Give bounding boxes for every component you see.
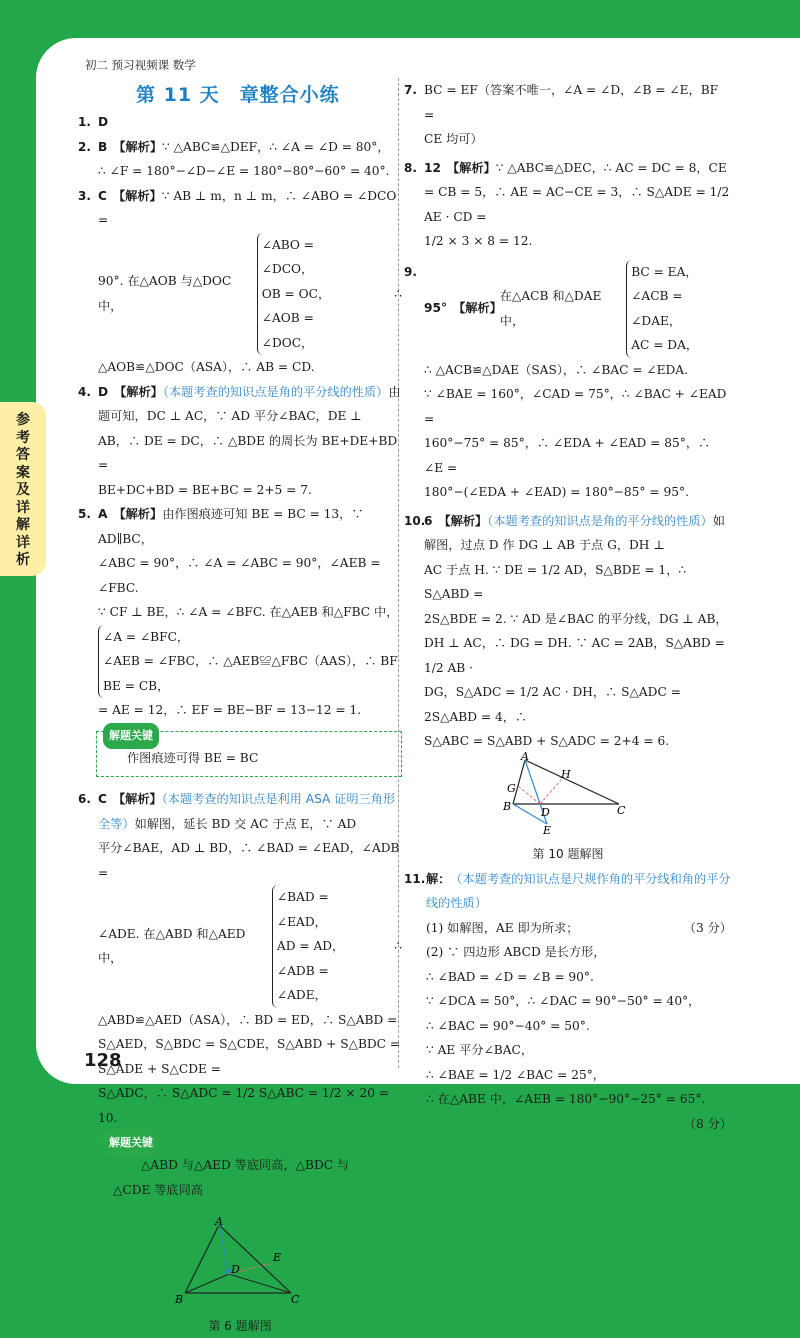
label-a: A xyxy=(520,750,529,763)
triangle-diagram-q10 xyxy=(503,754,633,834)
question-3: 3. C 【解析】∵ AB ⊥ m，n ⊥ m，∴ ∠ABO = ∠DCO = 90°. 在△AOB 与△DOC 中， ∠ABO = ∠DCO， OB = OC， ∠AOB = ∠DOC， ∴ △AOB≌△DOC（ASA），∴ AB = CD. xyxy=(78,184,402,380)
question-11: 11. 解： （本题考查的知识点是尺规作角的平分线和角的平分线的性质） (1) 如解图，AE 即为所求； （3 分） (2) ∵ 四边形 ABCD 是长方形， ∴ ∠BAD = ∠D = ∠B = 90°. ∵ ∠DCA = 50°，∴ ∠DAC = 90°−50° = 40°， ∴ ∠BAC = 90°−40° = 50°. ∵ AE 平分∠BAC， ∴ ∠BAE = 1/2 ∠BAC = 25°， ∴ 在△ABE 中，∠AEB = 180°−90°−25° = 65°. （8 分） xyxy=(404,867,732,1112)
page-header: 初二 预习视频课 数学 xyxy=(85,57,196,73)
side-tab: 参考答案及详解详析 xyxy=(0,402,46,576)
question-2: 2. B 【解析】∵ △ABC≌△DEF，∴ ∠A = ∠D = 80°， ∴ ∠F = 180°−∠D−∠E = 180°−80°−60° = 40°. xyxy=(78,135,402,184)
label-c: C xyxy=(617,804,626,817)
label-g: G xyxy=(507,782,516,795)
question-1: 1. D xyxy=(78,110,402,135)
question-8: 8. 12 【解析】∵ △ABC≌△DEC，∴ AC = DC = 8，CE = CB = 5，∴ AE = AC−CE = 3，∴ S△ADE = 1/2 AE · CD = 1/2 × 3 × 8 = 12. xyxy=(404,156,732,254)
key-box-2: 解题关键 △ABD 与△AED 等底同高，△BDC 与 △CDE 等底同高 xyxy=(96,1138,402,1209)
question-4: 4. D 【解析】（本题考查的知识点是角的平分线的性质）由题可知，DC ⊥ AC，∵ AD 平分∠BAC，DE ⊥ AB，∴ DE = DC，∴ △BDE 的周长为 BE+DE+BD = BE+DC+BD = BE+BC = 2+5 = 7. xyxy=(78,380,402,503)
label-b: B xyxy=(174,1293,183,1306)
figure-caption: 第 10 题解图 xyxy=(404,842,732,867)
brace-system: ∠A = ∠BFC， ∠AEB = ∠FBC，∴ △AEB≌△FBC（AAS），∴ BF BE = CB， xyxy=(98,625,402,699)
label-d: D xyxy=(540,806,550,819)
brace-system: BC = EA， ∠ACB = ∠DAE， AC = DA， xyxy=(626,260,732,358)
brace-system: ∠ABO = ∠DCO， OB = OC， ∠AOB = ∠DOC， xyxy=(257,233,367,356)
figure-q6 xyxy=(78,1219,402,1338)
label-e: E xyxy=(542,824,551,837)
triangle-diagram-q6 xyxy=(175,1219,305,1305)
label-h: H xyxy=(560,768,571,781)
figure-q10 xyxy=(404,754,732,867)
question-7: 7. BC = EF（答案不唯一，∠A = ∠D，∠B = ∠E，BF = CE 均可） xyxy=(404,78,732,152)
label-e: E xyxy=(272,1251,281,1264)
page-number: 128 xyxy=(84,1050,122,1071)
page-title: 第 11 天 章整合小练 xyxy=(136,80,340,107)
label-c: C xyxy=(291,1293,300,1306)
key-box-1: 解题关键 作图痕迹可得 BE = BC xyxy=(96,731,402,778)
answer-page xyxy=(36,38,800,1084)
key-badge: 解题关键 xyxy=(103,723,159,750)
label-d: D xyxy=(230,1263,240,1276)
question-10: 10. 6 【解析】（本题考查的知识点是角的平分线的性质）如解图，过点 D 作 DG ⊥ AB 于点 G，DH ⊥ AC 于点 H. ∵ DE = 1/2 AD，S△BDE = 1，∴ S△ABD = 2S△BDE = 2. ∵ AD 是∠BAC 的平分线，DG ⊥ AB， DH ⊥ AC，∴ DG = DH. ∵ AC = 2AB，S△ABD = 1/2 AB · DG，S△ADC = 1/2 AC · DH，∴ S△ADC = 2S△ABD = 4，∴ S△ABC = S△ABD + S△ADC = 2+4 = 6. xyxy=(404,509,732,754)
key-badge: 解题关键 xyxy=(103,1130,159,1157)
brace-system: ∠BAD = ∠EAD， AD = AD， ∠ADB = ∠ADE， xyxy=(272,885,380,1008)
question-5: 5. A 【解析】由作图痕迹可知 BE = BC = 13，∵ AD∥BC， ∠ABC = 90°，∴ ∠A = ∠ABC = 90°，∠AEB = ∠FBC. ∵ CF ⊥ BE，∴ ∠A = ∠BFC. 在△AEB 和△FBC 中， ∠A = ∠BFC， ∠AEB = ∠FBC，∴ △AEB≌△FBC（AAS），∴ BF BE = CB， = AE = 12，∴ EF = BE−BF = 13−12 = 1. xyxy=(78,502,402,723)
label-a: A xyxy=(214,1215,223,1228)
question-6: 6. C 【解析】（本题考查的知识点是利用 ASA 证明三角形全等）如解图，延长 BD 交 AC 于点 E，∵ AD 平分∠BAE，AD ⊥ BD，∴ ∠BAD = ∠EAD，∠ADB = ∠ADE. 在△ABD 和△AED 中， ∠BAD = ∠EAD， AD = AD， ∠ADB = ∠ADE， ∴ △ABD≌△AED（ASA），∴ BD = ED，∴ S△ABD = S△AED，S△BDC = S△CDE，S△ABD + S△BDC = S△ADE + S△CDE = S△ADC，∴ S△ADC = 1/2 S△ABC = 1/2 × 20 = 10. xyxy=(78,787,402,1130)
left-column xyxy=(78,110,402,1338)
right-column xyxy=(404,78,732,1136)
label-b: B xyxy=(502,800,511,813)
question-9: 9. 95° 【解析】 在△ACB 和△DAE 中， BC = EA， ∠ACB = ∠DAE， AC = DA， ∴ △ACB≌△DAE（SAS），∴ ∠BAC = ∠EDA. ∵ ∠BAE = 160°，∠CAD = 75°，∴ ∠BAC + ∠EAD = 160°−75° = 85°，∴ ∠EDA + ∠EAD = 85°，∴ ∠E = 180°−(∠EDA + ∠EAD) = 180°−85° = 95°. xyxy=(404,260,732,505)
figure-caption: 第 6 题解图 xyxy=(78,1314,402,1338)
